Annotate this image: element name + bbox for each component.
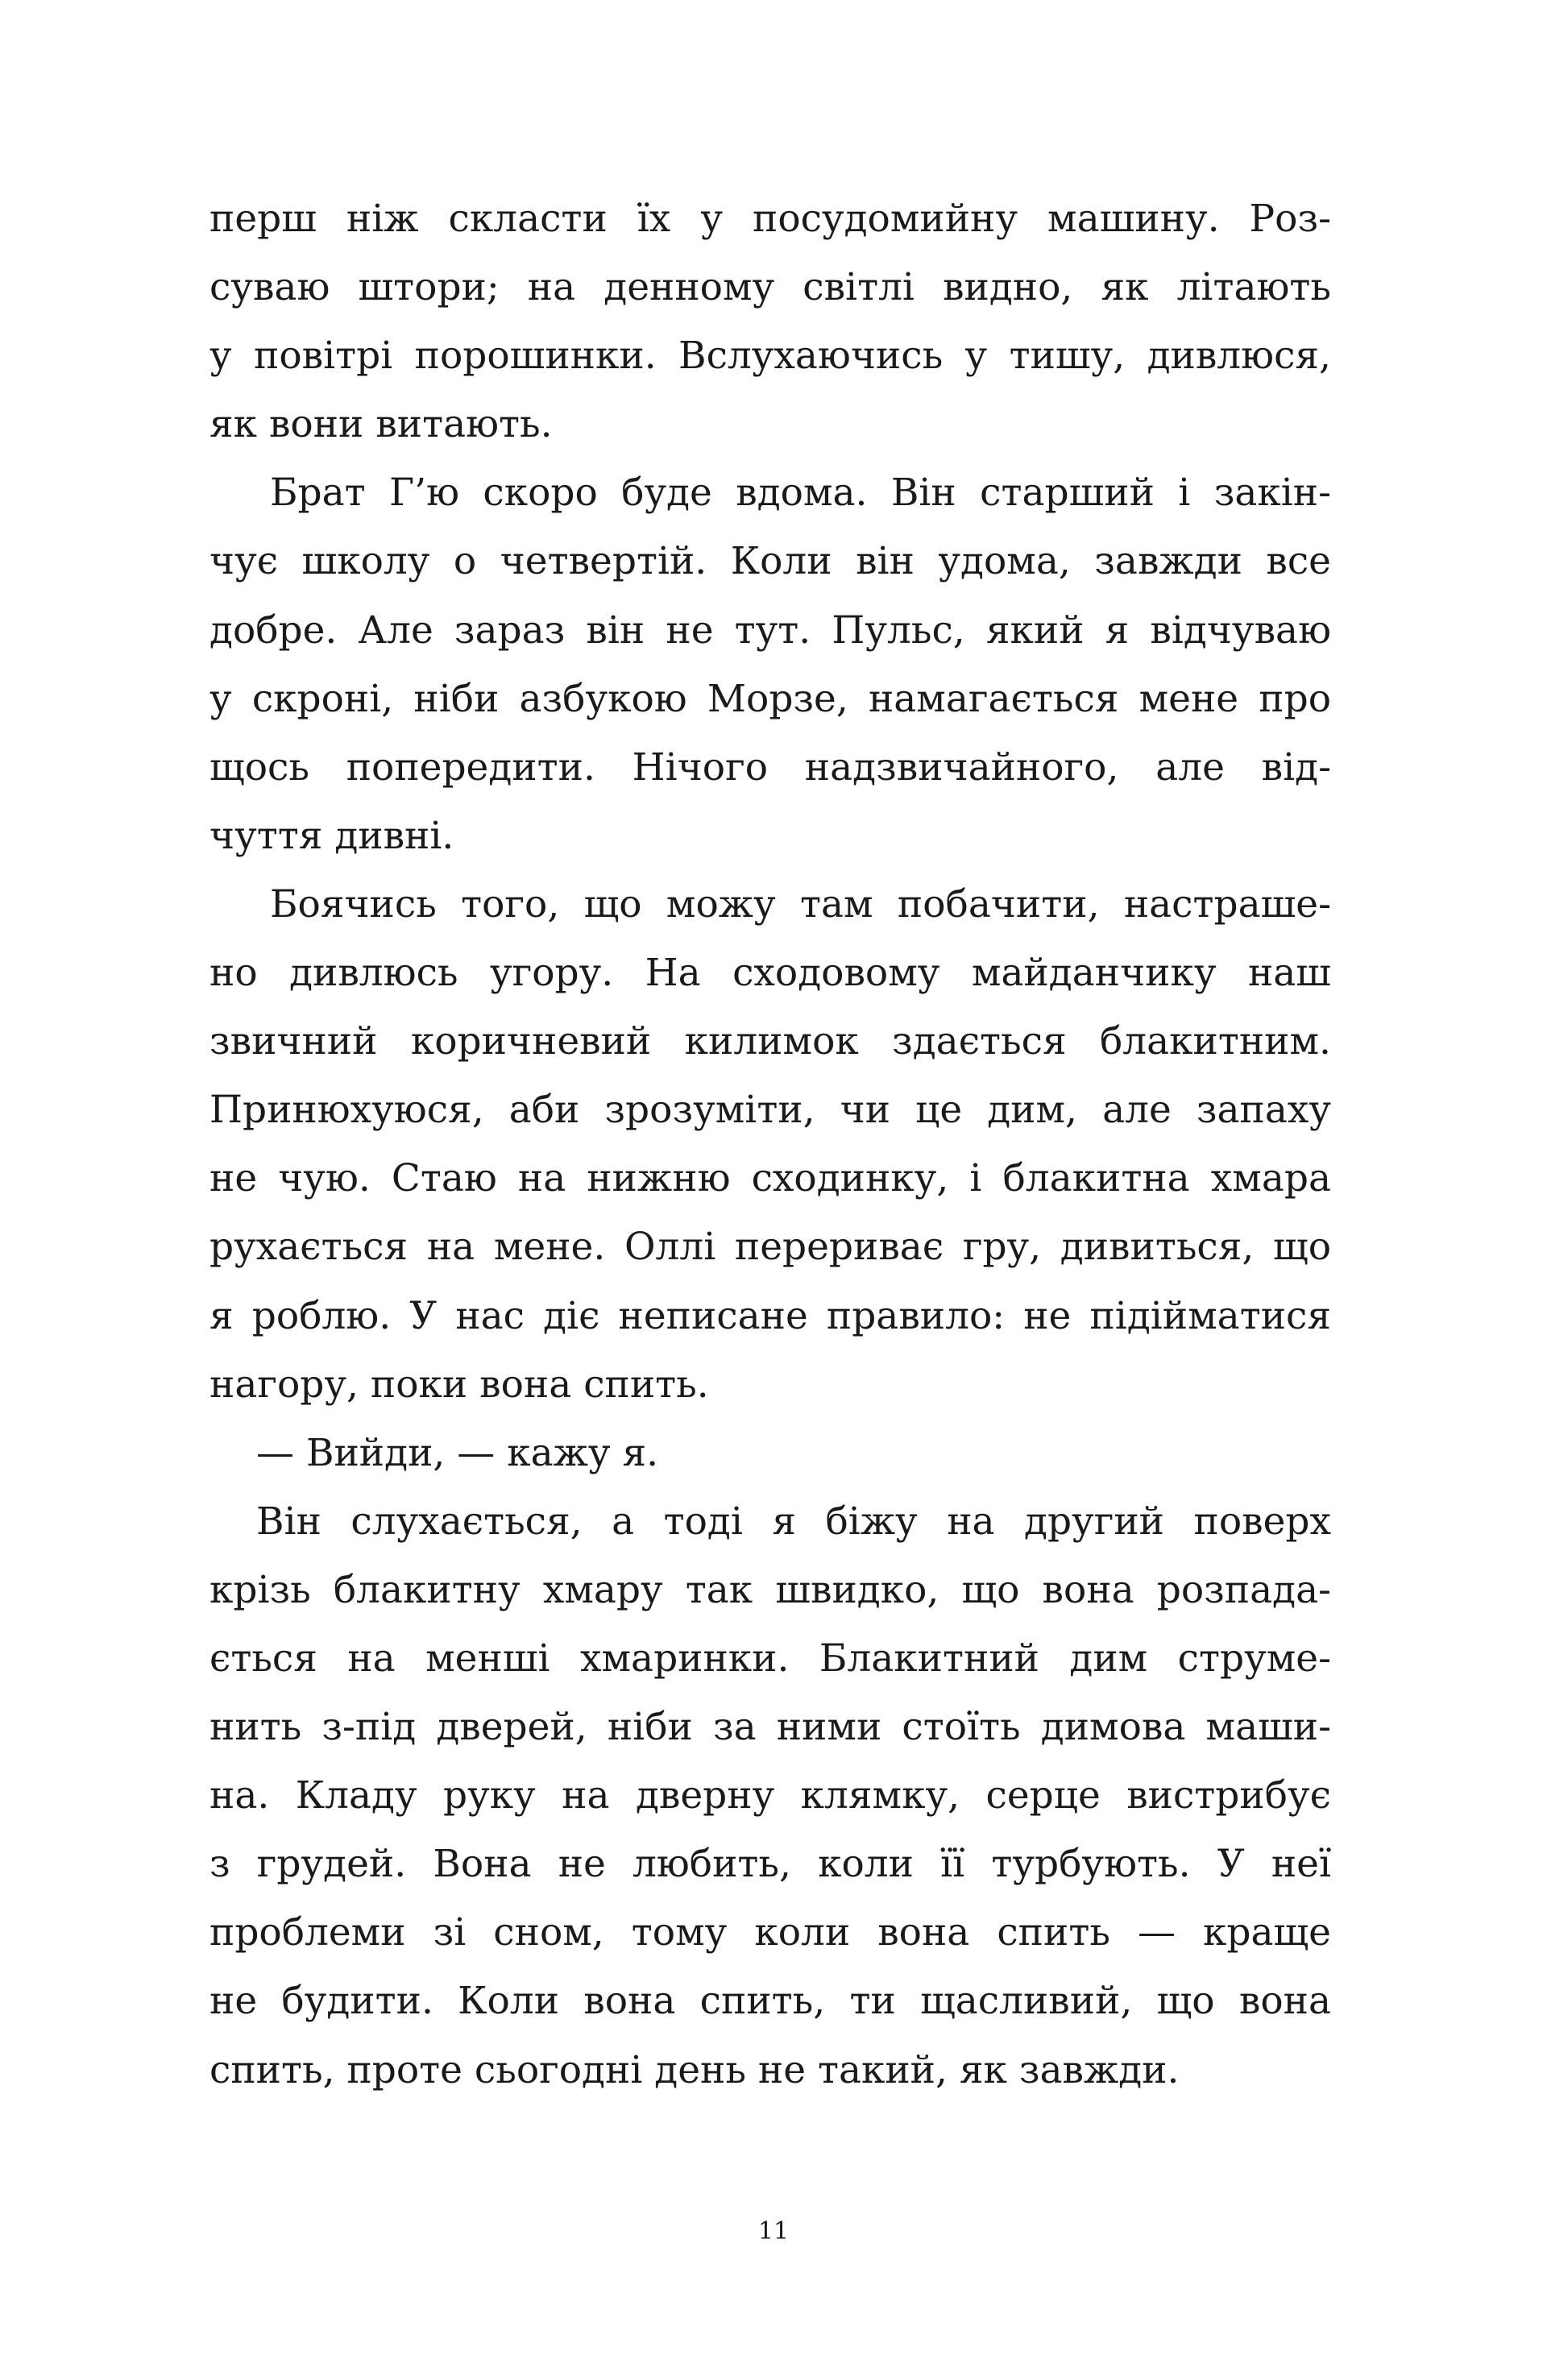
text-line: не чую. Стаю на нижню сходинку, і блакитна хмара <box>209 1156 1331 1201</box>
text-line: не будити. Коли вона спить, ти щасливий, що вона <box>209 1979 1331 2024</box>
text-line: чуття дивні. <box>209 813 454 858</box>
text-line: суваю штори; на денному світлі видно, як літають <box>209 265 1331 310</box>
text-line: крізь блакитну хмару так швидко, що вона розпада- <box>209 1567 1331 1612</box>
text-line: Він слухається, а тоді я біжу на другий поверх <box>256 1499 1331 1544</box>
body-text <box>209 185 1331 2104</box>
text-line: добре. Але зараз він не тут. Пульс, який я відчуваю <box>209 607 1331 653</box>
text-line: я роблю. У нас діє неписане правило: не підійматися <box>209 1293 1331 1338</box>
text-line: на. Кладу руку на дверну клямку, серце вистрибує <box>209 1773 1331 1818</box>
dialogue-line: — Вийди, — кажу я. <box>256 1430 659 1475</box>
text-line: Принюхуюся, аби зрозуміти, чи це дим, але запаху <box>209 1088 1331 1133</box>
text-line: спить, проте сьогодні день не такий, як завжди. <box>209 2047 1180 2092</box>
text-line: нагору, поки вона спить. <box>209 1362 709 1407</box>
text-line: чує школу о четвертій. Коли він удома, завжди все <box>209 539 1331 584</box>
text-line: перш ніж скласти їх у посудомийну машину. Роз- <box>209 197 1331 241</box>
text-line: рухається на мене. Оллі перериває гру, дивиться, що <box>209 1225 1331 1270</box>
text-line: но дивлюсь угору. На сходовому майданчику наш <box>209 951 1331 996</box>
text-line: у скроні, ніби азбукою Морзе, намагається мене про <box>209 676 1331 721</box>
text-line: щось попередити. Нічого надзвичайного, але від- <box>209 744 1331 790</box>
text-line: проблеми зі сном, тому коли вона спить — краще <box>209 1910 1331 1955</box>
text-line: нить з-під дверей, ніби за ними стоїть димова маши- <box>209 1705 1331 1750</box>
text-line: Боячись того, що можу там побачити, настраше- <box>270 881 1331 927</box>
text-line: звичний коричневий килимок здається блакитним. <box>209 1019 1331 1064</box>
page-number: 11 <box>757 2217 790 2245</box>
text-line: з грудей. Вона не любить, коли її турбують. У неї <box>209 1842 1331 1887</box>
text-line: Брат Г’ю скоро буде вдома. Він старший і закін- <box>270 471 1331 516</box>
text-line: ється на менші хмаринки. Блакитний дим струме- <box>209 1636 1331 1681</box>
text-line: як вони витають. <box>209 402 553 447</box>
text-line: у повітрі порошинки. Вслухаючись у тишу, дивлюся, <box>209 334 1331 379</box>
